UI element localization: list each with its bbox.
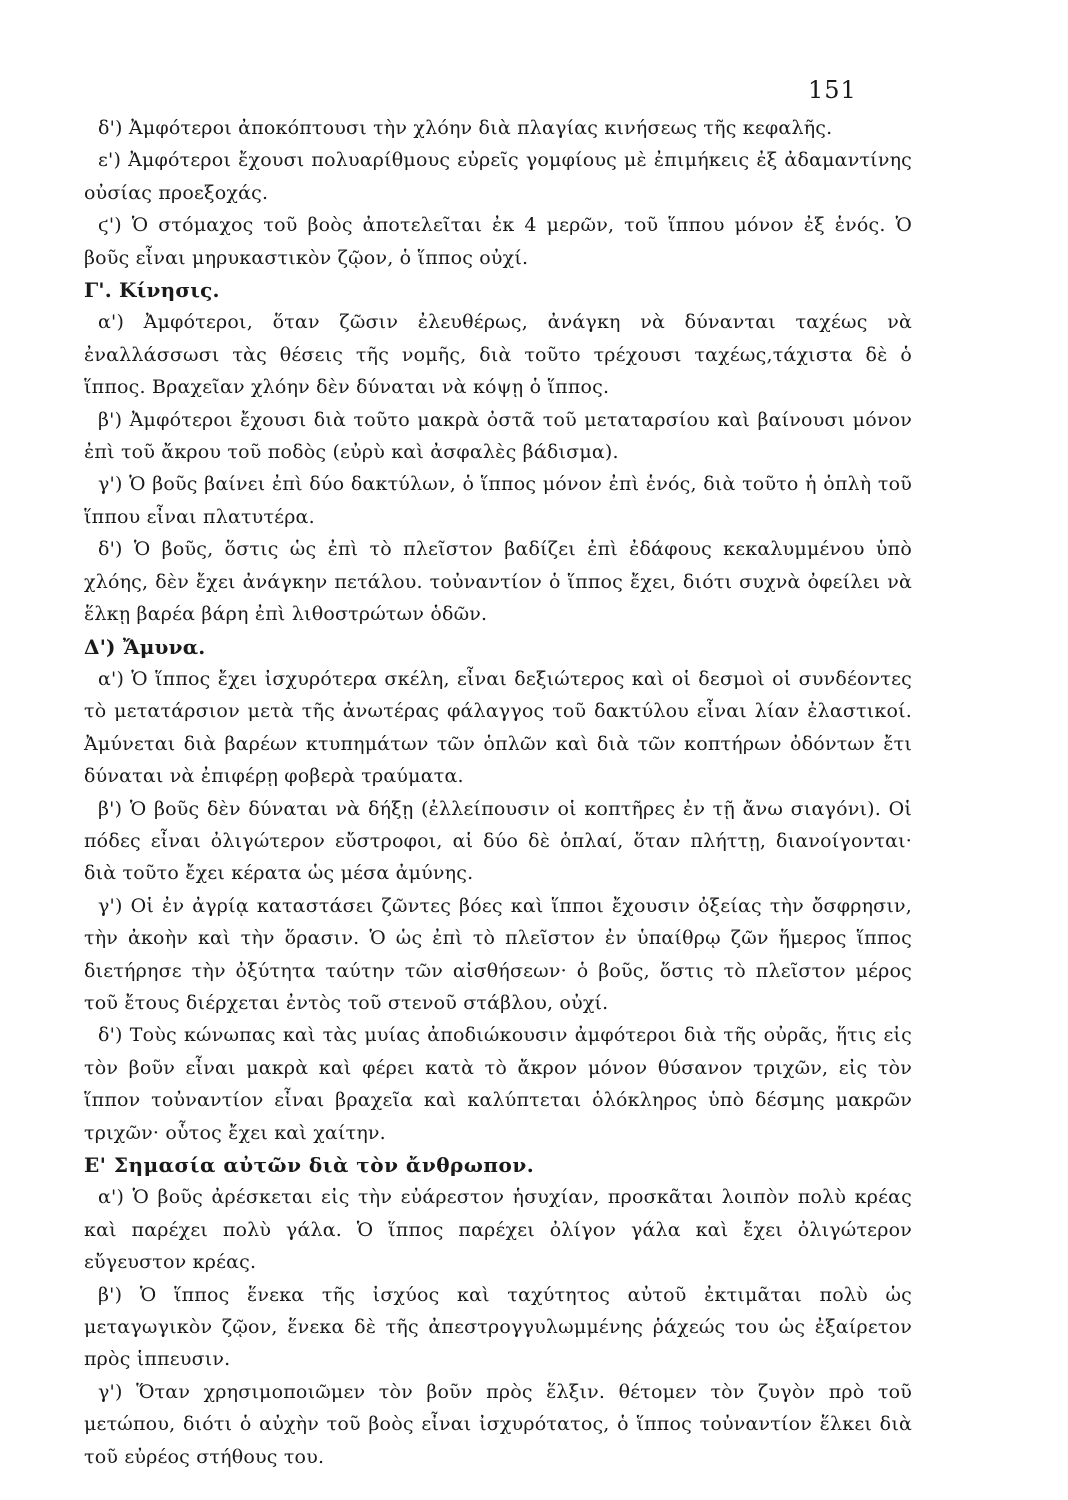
- paragraph-beta-2: β') Ἀμφότεροι ἔχουσι διὰ τοῦτο μακρὰ ὀστᾶ τοῦ μεταταρσίου καὶ βαίνουσι μόνον ἐπὶ τοῦ ἄκρου τοῦ ποδὸς (εὐρὺ καὶ ἀσφαλὲς βάδισμα).: [84, 408, 912, 464]
- paragraph-gamma-3: γ') Οἱ ἐν ἀγρίᾳ καταστάσει ζῶντες βόες καὶ ἵπποι ἔχουσιν ὀξείας τὴν ὄσφρησιν, τὴν ἀκοὴν καὶ τὴν ὅρασιν. Ὁ ὡς ἐπὶ τὸ πλεῖστον ἐν ὑπαίθρῳ ζῶν ἥμερος ἵππος διετήρησε τὴν ὀξύτητα ταύτην τῶν αἰσθήσεων· ὁ βοῦς, ὅστις τὸ πλεῖστον μέρος τοῦ ἔτους διέρχεται ἐντὸς τοῦ στενοῦ στάβλου, οὐχί.: [84, 894, 912, 1014]
- paragraph-gamma-2: γ') Ὁ βοῦς βαίνει ἐπὶ δύο δακτύλων, ὁ ἵππος μόνον ἐπὶ ἑνός, διὰ τοῦτο ἡ ὁπλὴ τοῦ ἵππου εἶναι πλατυτέρα.: [84, 473, 912, 528]
- paragraph-alpha-3: α') Ὁ ἵππος ἔχει ἰσχυρότερα σκέλη, εἶναι δεξιώτερος καὶ οἱ δεσμοὶ οἱ συνδέοντες τὸ μετατάρσιον μετὰ τῆς ἀνωτέρας φάλαγγος τοῦ δακτύλου εἶναι λίαν ἐλαστικοί. Ἀμύνεται διὰ βαρέων κτυπημάτων τῶν ὁπλῶν καὶ διὰ τῶν κοπτήρων ὀδόντων ἔτι δύναται νὰ ἐπιφέρῃ φοβερὰ τραύματα.: [84, 667, 912, 788]
- paragraph-epsilon-1: ε') Ἀμφότεροι ἔχουσι πολυαρίθμους εὐρεῖς γομφίους μὲ ἐπιμήκεις ἐξ ἀδαμαντίνης οὐσίας προεξοχάς.: [84, 149, 912, 204]
- paragraph-delta-2: δ') Ὁ βοῦς, ὅστις ὡς ἐπὶ τὸ πλεῖστον βαδίζει ἐπὶ ἐδάφους κεκαλυμμένου ὑπὸ χλόης, δὲν ἔχει ἀνάγκην πετάλου. τοὐναντίον ὁ ἵππος ἔχει, διότι συχνὰ ὀφείλει νὰ ἕλκῃ βαρέα βάρη ἐπὶ λιθοστρώτων ὁδῶν.: [84, 538, 912, 626]
- page-number: 151: [808, 76, 857, 104]
- paragraph-stigma-1: ϛ') Ὁ στόμαχος τοῦ βοὸς ἀποτελεῖται ἐκ 4 μερῶν, τοῦ ἵππου μόνον ἐξ ἑνός. Ὁ βοῦς εἶναι μηρυκαστικὸν ζῷον, ὁ ἵππος οὐχί.: [84, 214, 912, 269]
- paragraph-alpha-4: α') Ὁ βοῦς ἀρέσκεται εἰς τὴν εὐάρεστον ἡσυχίαν, προσκᾶται λοιπὸν πολὺ κρέας καὶ παρέχει πολὺ γάλα. Ὁ ἵππος παρέχει ὀλίγον γάλα καὶ ἔχει ὀλιγώτερον εὔγευστον κρέας.: [84, 1186, 912, 1274]
- paragraph-alpha-2: α') Ἀμφότεροι, ὅταν ζῶσιν ἐλευθέρως, ἀνάγκη νὰ δύνανται ταχέως νὰ ἐναλλάσσωσι τὰς θέσεις τῆς νομῆς, διὰ τοῦτο τρέχουσι ταχέως,τάχιστα δὲ ὁ ἵππος. Βραχεῖαν χλόην δὲν δύναται νὰ κόψῃ ὁ ἵππος.: [84, 311, 912, 399]
- section-heading-semasia: Ε' Σημασία αὐτῶν διὰ τὸν ἄνθρωπον.: [84, 1153, 535, 1177]
- paragraph-gamma-4: γ') Ὅταν χρησιμοποιῶμεν τὸν βοῦν πρὸς ἕλξιν. θέτομεν τὸν ζυγὸν πρὸ τοῦ μετώπου, διότι ὁ αὐχὴν τοῦ βοὸς εἶναι ἰσχυρότατος, ὁ ἵππος τοὐναντίον ἕλκει διὰ τοῦ εὐρέος στήθους του.: [84, 1380, 912, 1468]
- page-body: [84, 112, 912, 1473]
- paragraph-delta-1: δ') Ἀμφότεροι ἀποκόπτουσι τὴν χλόην διὰ πλαγίας κινήσεως τῆς κεφαλῆς.: [98, 117, 833, 139]
- paragraph-delta-3: δ') Τοὺς κώνωπας καὶ τὰς μυίας ἀποδιώκουσιν ἀμφότεροι διὰ τῆς οὐρᾶς, ἥτις εἰς τὸν βοῦν εἶναι μακρὰ καὶ φέρει κατὰ τὸ ἄκρον μόνον θύσανον τριχῶν, εἰς τὸν ἵππον τοὐναντίον εἶναι βραχεῖα καὶ καλύπτεται ὁλόκληρος ὑπὸ δέσμης μακρῶν τριχῶν· οὗτος ἔχει καὶ χαίτην.: [84, 1024, 912, 1144]
- paragraph-beta-4: β') Ὁ ἵππος ἕνεκα τῆς ἰσχύος καὶ ταχύτητος αὐτοῦ ἐκτιμᾶται πολὺ ὡς μεταγωγικὸν ζῷον, ἕνεκα δὲ τῆς ἀπεστρογγυλωμμένης ῥάχεώς του ὡς ἐξαίρετον πρὸς ἱππευσιν.: [84, 1283, 912, 1371]
- section-heading-amyna: Δ') Ἄμυνα.: [84, 634, 206, 659]
- section-heading-kinesis: Γ'. Κίνησις.: [84, 278, 220, 303]
- paragraph-beta-3: β') Ὁ βοῦς δὲν δύναται νὰ δήξῃ (ἐλλείπουσιν οἱ κοπτῆρες ἐν τῇ ἄνω σιαγόνι). Οἱ πόδες εἶναι ὀλιγώτερον εὔστροφοι, αἱ δύο δὲ ὁπλαί, ὅταν πλήττῃ, διανοίγονται· διὰ τοῦτο ἔχει κέρατα ὡς μέσα ἀμύνης.: [84, 797, 912, 885]
